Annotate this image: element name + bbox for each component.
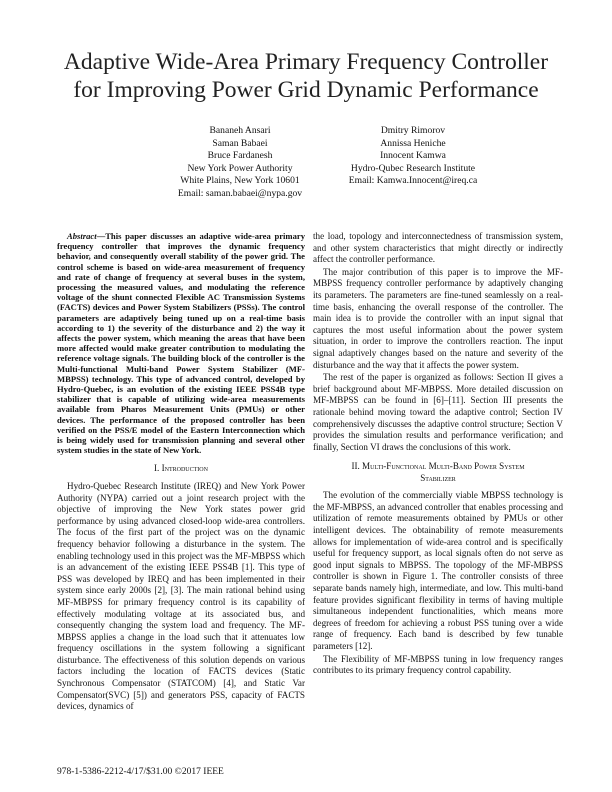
email: Email: saman.babaei@nypa.gov — [177, 187, 303, 199]
affiliation: New York Power Authority — [187, 162, 293, 174]
abstract-label: Abstract — [67, 231, 97, 241]
section-heading-line: II. Multi-Functional Multi-Band Power System — [351, 461, 525, 472]
address: White Plains, New York 10601 — [180, 175, 300, 186]
left-column — [57, 231, 305, 713]
affiliation: Hydro-Qubec Research Institute — [350, 162, 476, 174]
title-line-1: Adaptive Wide-Area Primary Frequency Controller — [63, 49, 549, 75]
paragraph: Hydro-Quebec Research Institute (IREQ) and New York Power Authority (NYPA) carried out a joint research project with the objective of improving the New York states power grid performance by using advanced closed-loop wide-area controllers. The focus of the first part of the project was on the dynamic frequency behavior following a disturbance in the system. The enabling technology used in this project was the MF-MBPSS which is an advancement of the existing IEEE PSS4B [1]. This type of PSS was developed by IREQ and has been implemented in their system since early 2000s [2], [3]. The main rational behind using MF-MBPSS for primary frequency control is its capability of effectively modulating voltage at its associated bus, and consequently changing the system load and frequency. The MF-MBPSS applies a change in the load such that it attenuates low frequency oscillations in the system following a significant disturbance. The effectiveness of this solution depends on various factors including the location of FACTS devices (Static Synchronous Compensator (STATCOM) [4], and Static Var Compensator(SVC) [5]) and generators PSS, capacity of FACTS devices, dynamics of — [57, 480, 305, 712]
author-name: Innocent Kamwa — [380, 150, 446, 161]
paper-title — [40, 48, 572, 104]
email: Email: Kamwa.Innocent@ireq.ca — [348, 175, 478, 186]
author-name: Saman Babaei — [212, 137, 268, 149]
author-name: Dmitry Rimorov — [380, 125, 446, 136]
author-block-left — [140, 125, 340, 200]
paragraph: The major contribution of this paper is to improve the MF-MBPSS frequency controller performance by adaptively changing its parameters. The parameters are fine-tuned seamlessly on a real-time basis, enhancing the overall response of the controller. The main idea is to provide the controller with an input signal that captures the most useful information about the power system situation, in order to improve the controllers reaction. The input signal adaptively changes based on the nature and severity of the disturbance and the way that it affects the power system. — [313, 266, 563, 370]
author-name: Bruce Fardanesh — [207, 150, 273, 161]
abstract-text: —This paper discusses an adaptive wide-area primary frequency controller that improves the dynamic frequency behavior, and consequently overall stability of the power grid. The control scheme is based on wide-area measurement of frequency and rate of change of frequency at several buses in the system, processing the measured values, and modulating the reference voltage of the shunt connected Flexible AC Transmission Systems (FACTS) devices and Power System Stabilizers (PSSs). The control parameters are adaptively being tuned up on a real-time basis according to 1) the severity of the disturbance and 2) the way it affects the power system, which meaning the areas that have been more affected would make greater contribution to modulating the reference voltage signals. The building block of the controller is the Multi-functional Multi-band Power System Stabilizer (MF-MBPSS) technology. This type of advanced control, developed by Hydro-Quebec, is an evolution of the existing IEEE PSS4B type stabilizer that is capable of utilizing wide-area measurements available from Pharos Measurement Units (PMUs) or other devices. The performance of the proposed controller has been verified on the PSS/E model of the Eastern Interconnection which is being widely used for transmission planning and several other system studies in the state of New York. — [57, 231, 305, 456]
paragraph: The Flexibility of MF-MBPSS tuning in low frequency ranges contributes to its primary frequency control capability. — [313, 653, 563, 676]
section-heading-mf-mbpss — [313, 461, 563, 484]
title-line-2: for Improving Power Grid Dynamic Performance — [73, 77, 539, 103]
right-column — [313, 231, 563, 677]
section-heading-introduction: I. Introduction — [154, 463, 208, 474]
section-heading-line: Stabilizer — [420, 472, 456, 483]
paragraph: the load, topology and interconnectedness of transmission system, and other system characteristics that might directly or indirectly affect the controller performance. — [313, 231, 563, 265]
author-block-right — [313, 125, 513, 188]
author-name: Bananeh Ansari — [209, 125, 271, 136]
paragraph: The rest of the paper is organized as follows: Section II gives a brief background about MF-MBPSS. More detailed discussion on MF-MBPSS can be found in [6]–[11]. Section III presents the rationale behind moving toward the adaptive control; Section IV comprehensively discusses the adaptive control structure; Section V provides the simulation results and performance verification; and finally, Section VI draws the conclusions of this work. — [313, 372, 563, 452]
copyright-footer: 978-1-5386-2212-4/17/$31.00 ©2017 IEEE — [57, 767, 224, 777]
author-name: Annissa Heniche — [380, 137, 446, 149]
paragraph: The evolution of the commercially viable MBPSS technology is the MF-MBPSS, an advanced controller that enables processing and utilization of remote measurements obtained by PMUs or other intelligent devices. The obtainability of remote measurements allows for implementation of wide-area control and is specifically useful for frequency support, as local signals often do not serve as good input signals to MBPSS. The topology of the MF-MBPSS controller is shown in Figure 1. The controller consists of three separate bands namely high, intermediate, and low. This multi-band feature provides significant flexibility in terms of having multiple simultaneous independent functionalities, which means more degrees of freedom for achieving a robust PSS tuning over a wide range of frequency. Each band is described by few tunable parameters [12]. — [313, 490, 563, 651]
abstract — [57, 231, 305, 455]
